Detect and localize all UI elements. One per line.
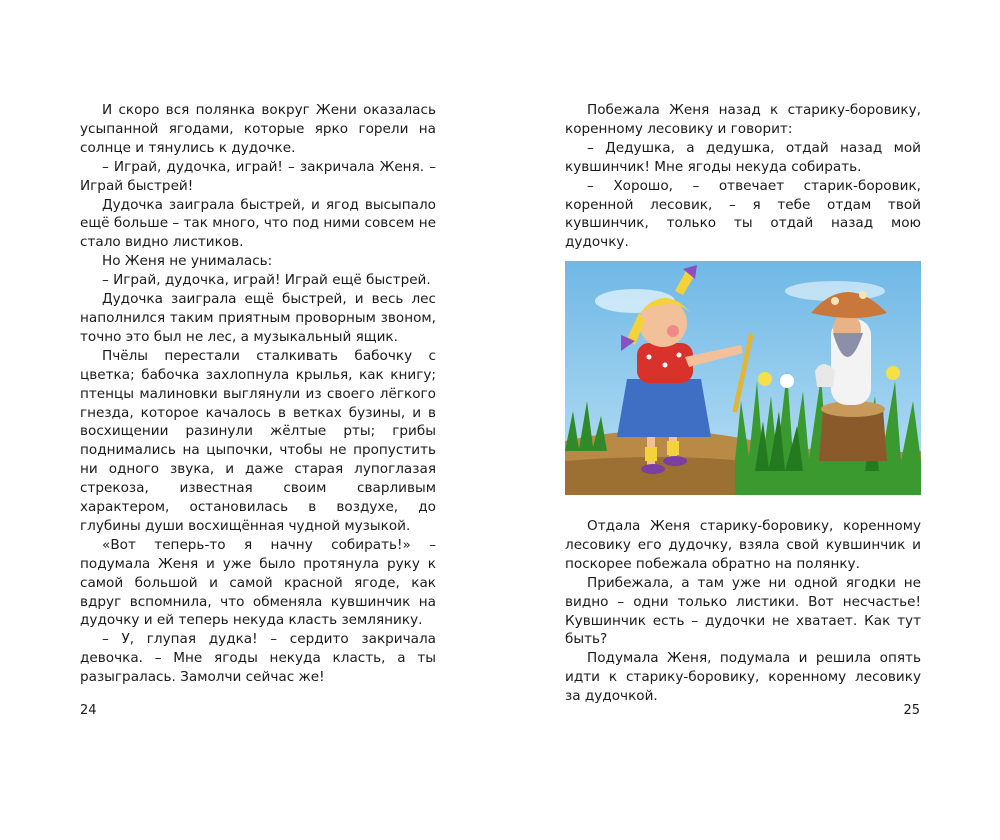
girl-face — [639, 299, 687, 347]
paragraph: – Дедушка, а дедушка, отдай назад мой кувшинчик! Мне ягоды некуда собирать. — [565, 139, 921, 175]
paragraph: Побежала Женя назад к старику-боровику, коренному лесовику и говорит: — [565, 102, 921, 137]
girl-sock — [667, 441, 679, 455]
dandelion — [758, 372, 772, 386]
paragraph: – У, глупая дудка! – сердито закричала девочка. – Мне ягоды некуда класть, а ты разыгралась. Замолчи сейчас же! — [80, 631, 436, 686]
paragraph: «Вот теперь-то я начну собирать!» – подумала Женя и уже было протянула руку к самой большой и самой красной ягоде, как вдруг вспомнила, что обменяла кувшинчик на дудочку и ей теперь некуда класть землянику. — [80, 536, 436, 629]
girl-skirt — [617, 379, 711, 437]
paragraph: Дудочка заиграла быстрей, и ягод высыпало ещё больше – так много, что под ними совсем не стало видно листиков. — [80, 196, 436, 251]
paragraph: Подумала Женя, подумала и решила опять идти к старику-боровику, коренному лесовику за дудочкой. — [565, 650, 921, 705]
cap-spot — [831, 297, 839, 305]
paragraph: И скоро вся полянка вокруг Жени оказалась усыпанной ягодами, которые ярко горели на солнце и тянулись к дудочке. — [80, 102, 436, 156]
girl-sock — [645, 447, 657, 461]
paragraph: Пчёлы перестали сталкивать бабочку с цветка; бабочка захлопнула крылья, как книгу; птенцы малиновки выглянули из своего лёгкого гнезда, которое качалось в ветках бузины, и в восхищении разинули жёлтые рты; грибы поднимались на цыпочки, чтобы не пропустить ни одного звука, и даже старая лупоглазая стрекоза, известная своим сварливым характером, остановилась в воздухе, до глубины души восхищённая чудной музыкой. — [80, 347, 436, 534]
paragraph: – Играй, дудочка, играй! Играй ещё быстрей. — [102, 272, 431, 289]
cap-spot — [859, 291, 867, 299]
paragraph: Отдала Женя старику-боровику, коренному лесовику его дудочку, взяла свой кувшинчик и поскорее побежала обратно на полянку. — [565, 518, 921, 572]
paragraph: – Хорошо, – отвечает старик-боровик, коренной лесовик, – я тебе отдам твой кувшинчик, только ты отдай назад мою дудочку. — [565, 177, 921, 251]
page-number-left: 24 — [80, 703, 97, 718]
dandelion — [886, 366, 900, 380]
polka-dot — [677, 353, 682, 358]
girl-shoe — [641, 464, 665, 474]
right-page — [500, 0, 1000, 840]
girl-cheek — [667, 325, 679, 337]
dandelion — [780, 374, 794, 388]
paragraph: Но Женя не унималась: — [102, 253, 273, 270]
right-text-column-bottom — [565, 517, 921, 706]
page-number-right: 25 — [903, 703, 920, 718]
illustration — [565, 261, 921, 495]
right-text-column-top — [565, 101, 921, 252]
girl-shoe — [663, 456, 687, 466]
illustration-art — [565, 261, 921, 495]
paragraph: – Играй, дудочка, играй! – закричала Женя. – Играй быстрей! — [80, 158, 436, 194]
left-text-column — [80, 101, 436, 687]
paragraph: Прибежала, а там уже ни одной ягодки не видно – одни только листики. Вот несчастье! Кувшинчик есть – дудочки не хватает. Как тут быть? — [565, 574, 921, 648]
polka-dot — [647, 355, 652, 360]
paragraph: Дудочка заиграла ещё быстрей, и весь лес наполнился таким приятным проворным звоном, точно это был не лес, а музыкальный ящик. — [80, 291, 436, 345]
polka-dot — [663, 363, 668, 368]
